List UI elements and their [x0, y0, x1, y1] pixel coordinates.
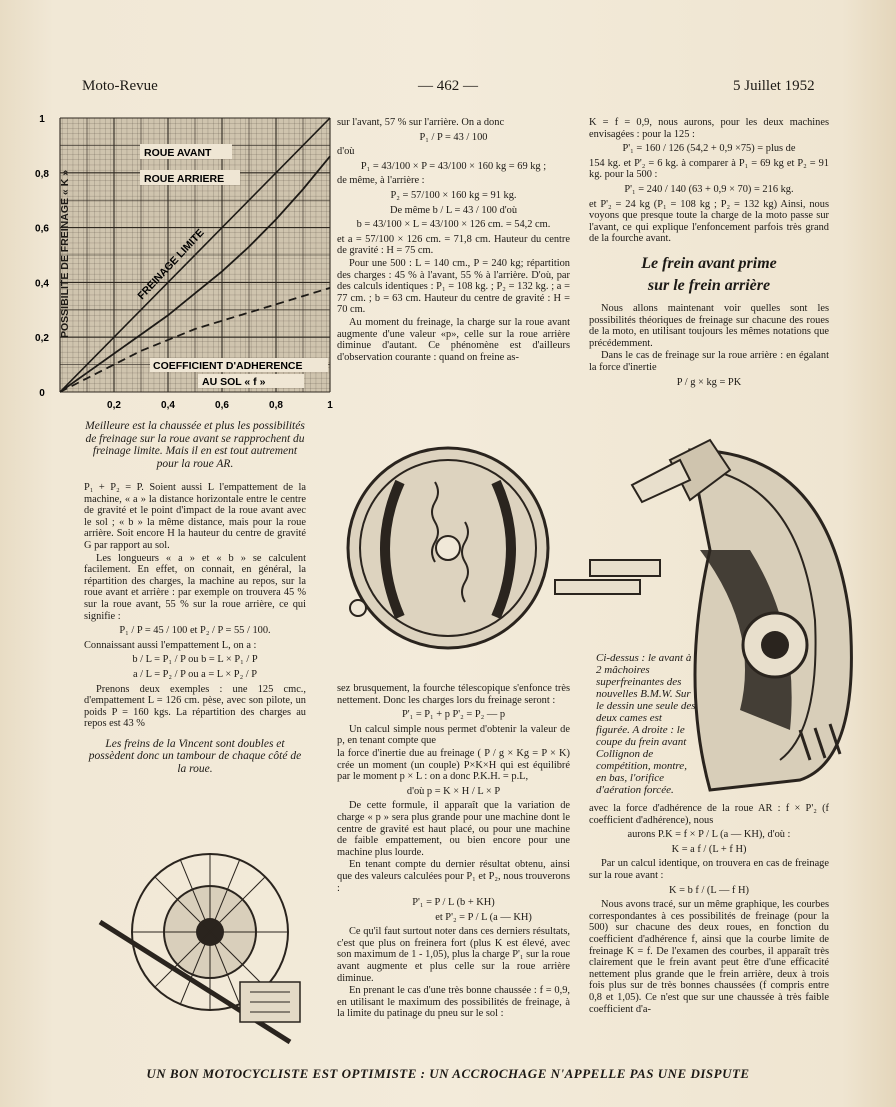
y-tick-label: 1	[39, 114, 45, 125]
column-1	[84, 420, 306, 775]
paragraph: 154 kg. et P'₂ = 6 kg. à comparer à P₁ = 69 kg et P₂ = 91 kg. pour la 500 :	[589, 157, 829, 181]
equation: et P'₂ = P / L (a — KH)	[435, 911, 532, 923]
adherence-label: COEFFICIENT D'ADHERENCE	[153, 360, 303, 372]
column-2-continued	[337, 683, 570, 1021]
equation: P₁ / P = 43 / 100	[419, 131, 488, 143]
paragraph: De cette formule, il apparaît que la variation de charge « p » sera plus grande pour une machine dont le centre de gravité est haut placé, ou pour une machine de faible empattement, ou bien encore pour une machine plus lourde.	[337, 800, 570, 858]
paragraph: sur l'avant, 57 % sur l'arrière. On a donc	[337, 117, 505, 128]
magazine-name: Moto-Revue	[82, 78, 158, 94]
equation: P₂ = 57/100 × 160 kg = 91 kg.	[390, 189, 517, 201]
sol-label: AU SOL « f »	[202, 376, 266, 388]
equation: K = a f / (L + f H)	[671, 843, 747, 855]
paragraph: Les longueurs « a » et « b » se calculent facilement. En effet, on connait, en général, la répartition des charges, la machine au repos, sur la roue avant et arrière : par exemple on trouvera 45 % sur la roue avant, 55 % sur la roue arrière, ce qui signifie :	[84, 552, 306, 622]
equation: aurons P.K = f × P / L (a — KH), d'où :	[627, 829, 791, 841]
braking-chart	[30, 108, 333, 418]
paragraph: et a = 57/100 × 126 cm. = 71,8 cm. Hauteur du centre de gravité : H = 75 cm.	[337, 233, 570, 257]
issue-date: 5 Juillet 1952	[733, 78, 815, 94]
section-title: Le frein avant prime	[641, 254, 777, 272]
paragraph: d'où	[337, 146, 355, 158]
equation: P₁ = 43/100 × P = 43/100 × 160 kg = 69 kg ;	[360, 160, 547, 172]
equation: b / L = P₁ / P ou b = L × P₁ / P	[132, 654, 258, 666]
equation: P / g × kg = PK	[676, 376, 742, 388]
x-tick-label: 1	[327, 400, 333, 411]
y-tick-label: 0,4	[35, 278, 49, 290]
equation: b = 43/100 × L = 43/100 × 126 cm. = 54,2 cm.	[356, 219, 551, 231]
footer-slogan: UN BON MOTOCYCLISTE EST OPTIMISTE : UN ACCROCHAGE N'APPELLE PAS UNE DISPUTE	[146, 1066, 750, 1081]
y-tick-label: 0	[39, 388, 45, 399]
page-number: — 462 —	[418, 78, 478, 94]
paragraph: de même, à l'arrière :	[337, 175, 425, 187]
column-2	[337, 117, 570, 364]
paragraph: Par un calcul identique, on trouvera en cas de freinage sur la roue avant :	[589, 858, 829, 881]
paragraph: Connaissant aussi l'empattement L, on a :	[84, 639, 257, 651]
paragraph: Un calcul simple nous permet d'obtenir la valeur de p, en tenant compte que	[337, 723, 570, 747]
paragraph: En tenant compte du dernier résultat obtenu, ainsi que des valeurs calculées pour P₁ et P₂, nous trouverons :	[337, 859, 570, 894]
equation: P'₁ = 160 / 126 (54,2 + 0,9 ×75) = plus de	[622, 143, 796, 155]
paragraph: Ce qu'il faut surtout noter dans ces derniers résultats, c'est que plus on freinera fort (plus K est élevé, avec son maximum de 1 - 1,05), plus la charge P'₁ sur la roue avant augmente et plus celle sur la roue arrière diminue.	[337, 926, 570, 984]
paragraph: Au moment du freinage, la charge sur la roue avant augmente d'une valeur «p», celle sur la roue arrière diminue d'autant. Ce phénomène est d'ailleurs d'observation courante : quand on freine as-	[337, 316, 570, 363]
paragraph: Nous allons maintenant voir quelles sont les possibilités théoriques de freinage sur chacune des roues de la moto, en utilisant toujours les mêmes notations que précédemment.	[589, 302, 829, 349]
x-tick-label: 0,6	[215, 400, 229, 411]
vincent-caption: Les freins de la Vincent sont doubles et possèdent donc un tambour de chaque côté de la roue.	[88, 737, 302, 775]
equation: a / L = P₂ / P ou a = L × P₂ / P	[132, 668, 258, 680]
paragraph: Nous avons tracé, sur un même graphique, les courbes correspondantes à ces possibilités de freinage (pour la 500) sur chacune des deux roues, en fonction du coefficient d'adhérence f, ainsi que la courbe limite de freinage K = f. De l'examen des courbes, il apparaît très clairement que le frein avant peut être d'une efficacité nettement plus grande que le frein arrière, deux à trois fois plus sur de très bonnes chaussées (f compris entre 0,8 et 1,05). Ce n'est que sur une chaussée à très faible coefficient d'a-	[589, 899, 829, 1015]
paragraph: Pour une 500 : L = 140 cm., P = 240 kg; répartition des charges : 45 % à l'avant, 55 % à l'arrière. D'où, par des calculs identiques : P₁ = 108 kg. ; P₂ = 132 kg. ; a = 77 cm. ; b = 63 cm. Hauteur du centre de gravité : H = 70 cm.	[337, 257, 570, 316]
equation: P'₁ = P₁ + p P'₂ = P₂ — p	[401, 709, 506, 721]
y-tick-label: 0,6	[35, 223, 49, 235]
photo-caption-block	[596, 652, 696, 796]
bmw-brake-illustration	[340, 442, 560, 672]
paragraph: En prenant le cas d'une très bonne chaussée : f = 0,9, en utilisant le maximum des possibilités de freinage, à la limite du patinage du pneu sur le sol :	[337, 985, 570, 1020]
column-3-continued	[589, 803, 829, 1016]
rear-wheel-label: ROUE ARRIERE	[144, 173, 225, 185]
x-tick-label: 0,2	[107, 400, 121, 411]
chart-caption: Meilleure est la chaussée et plus les possibilités de freinage sur la roue avant se rapprochent du freinage limite. Mais il en est tout autrement pour la roue AR.	[85, 420, 305, 470]
limit-braking-label: FREINAGE LIMITE	[135, 226, 207, 303]
paragraph: la force d'inertie due au freinage ( P / g × Kg = P × K) crée un moment (un couple) P×K×H qui est équilibré par le moment p × L : on a donc P.K.H. = p.L,	[337, 747, 570, 783]
x-tick-label: 0,4	[161, 400, 175, 411]
paragraph: Prenons deux exemples : une 125 cmc., d'empattement L = 126 cm. pèse, avec son pilote, un poids P = 160 kgs. La répartition des charges au repos est 43 %	[84, 683, 306, 730]
y-tick-label: 0,2	[35, 333, 49, 345]
y-axis-label: POSSIBILITE DE FREINAGE « K »	[59, 169, 71, 338]
y-tick-label: 0,8	[35, 168, 49, 180]
equation: P'₁ = P / L (b + KH)	[412, 897, 495, 909]
equation: K = b f / (L — f H)	[669, 884, 749, 896]
column-3	[589, 117, 829, 391]
paragraph: avec la force d'adhérence de la roue AR : f × P'₂ (f coefficient d'adhérence), nous	[589, 803, 829, 826]
equation: P₁ / P = 45 / 100 et P₂ / P = 55 / 100.	[119, 625, 271, 637]
equation: De même b / L = 43 / 100 d'où	[389, 204, 518, 216]
vincent-brake-illustration	[90, 842, 320, 1052]
brake-caption: Ci-dessus : le avant à 2 mâchoires superfreinantes des nouvelles B.M.W. Sur le dessin une seule des deux cames est figurée. A droite : le coupe du frein avant Collignon de compétition, montre, en bas, l'orifice d'aération forcée.	[596, 652, 696, 796]
paragraph: Dans le cas de freinage sur la roue arrière : en égalant la force d'inertie	[589, 350, 829, 373]
section-title: sur le frein arrière	[647, 276, 771, 294]
paragraph: sez brusquement, la fourche télescopique s'enfonce très nettement. Donc les charges lors du freinage seront :	[337, 683, 570, 706]
paragraph: K = f = 0,9, nous aurons, pour les deux machines envisagées : pour la 125 :	[589, 117, 829, 140]
front-wheel-label: ROUE AVANT	[144, 147, 212, 159]
equation: d'où p = K × H / L × P	[406, 785, 501, 797]
x-tick-label: 0,8	[269, 400, 283, 411]
paragraph: P₁ + P₂ = P. Soient aussi L l'empattement de la machine, « a » la distance horizontale entre le centre de gravité et le point d'impact de la roue avant avec le sol ; « b » la même distance, mais pour la roue arrière. Soit encore H la hauteur du centre de gravité G par rapport au sol.	[84, 482, 306, 551]
equation: P'₁ = 240 / 140 (63 + 0,9 × 70) = 216 kg.	[624, 183, 794, 195]
paragraph: et P'₂ = 24 kg (P₁ = 108 kg ; P₂ = 132 kg) Ainsi, nous voyons que presque toute la charge de la moto passe sur l'avant, ce qui explique l'enfoncement parfois très grand de la fourche avant.	[589, 198, 829, 245]
